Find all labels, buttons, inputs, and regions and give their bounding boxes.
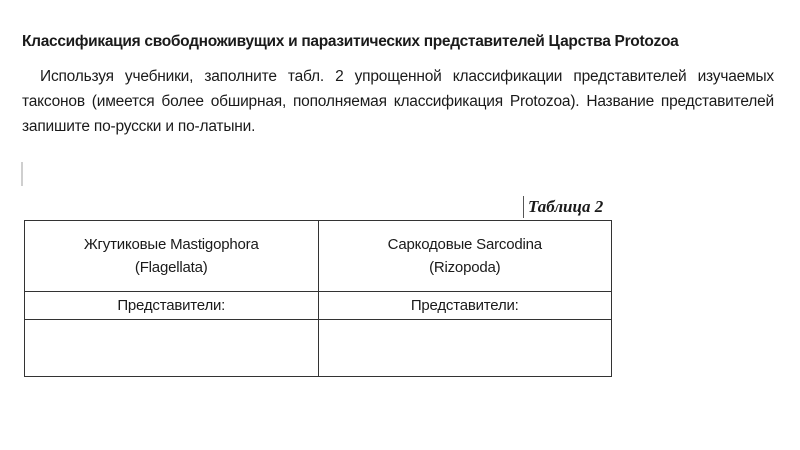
table-header-row xyxy=(25,221,612,292)
taxon-cell-mastigophora xyxy=(25,221,319,292)
taxon-name: Саркодовые Sarcodina xyxy=(387,236,542,253)
taxon-synonym: (Flagellata) xyxy=(134,259,208,276)
representatives-fill-row xyxy=(25,320,612,377)
representatives-label: Представители: xyxy=(25,292,319,320)
caption-divider xyxy=(523,196,524,218)
representatives-fill-cell-sarcodina[interactable] xyxy=(318,320,612,377)
representatives-label-row xyxy=(25,292,612,320)
margin-mark xyxy=(21,162,23,186)
table-caption: Таблица 2 xyxy=(528,197,604,216)
representatives-fill-cell-mastigophora[interactable] xyxy=(25,320,319,377)
taxon-synonym: (Rizopoda) xyxy=(429,259,501,276)
classification-table xyxy=(24,220,612,377)
page-title: Классификация свободноживущих и паразитических представителей Царства Protozoa xyxy=(22,33,679,50)
representatives-label: Представители: xyxy=(318,292,612,320)
taxon-cell-sarcodina xyxy=(318,221,612,292)
taxon-name: Жгутиковые Mastigophora xyxy=(83,236,259,253)
instructions-paragraph: Используя учебники, заполните табл. 2 упрощенной классификации представителей изучаемых таксонов (имеется более обширная, пополняемая классификация Protozoa). Название представителей запишите по-русски и по-латыни. xyxy=(22,68,774,135)
